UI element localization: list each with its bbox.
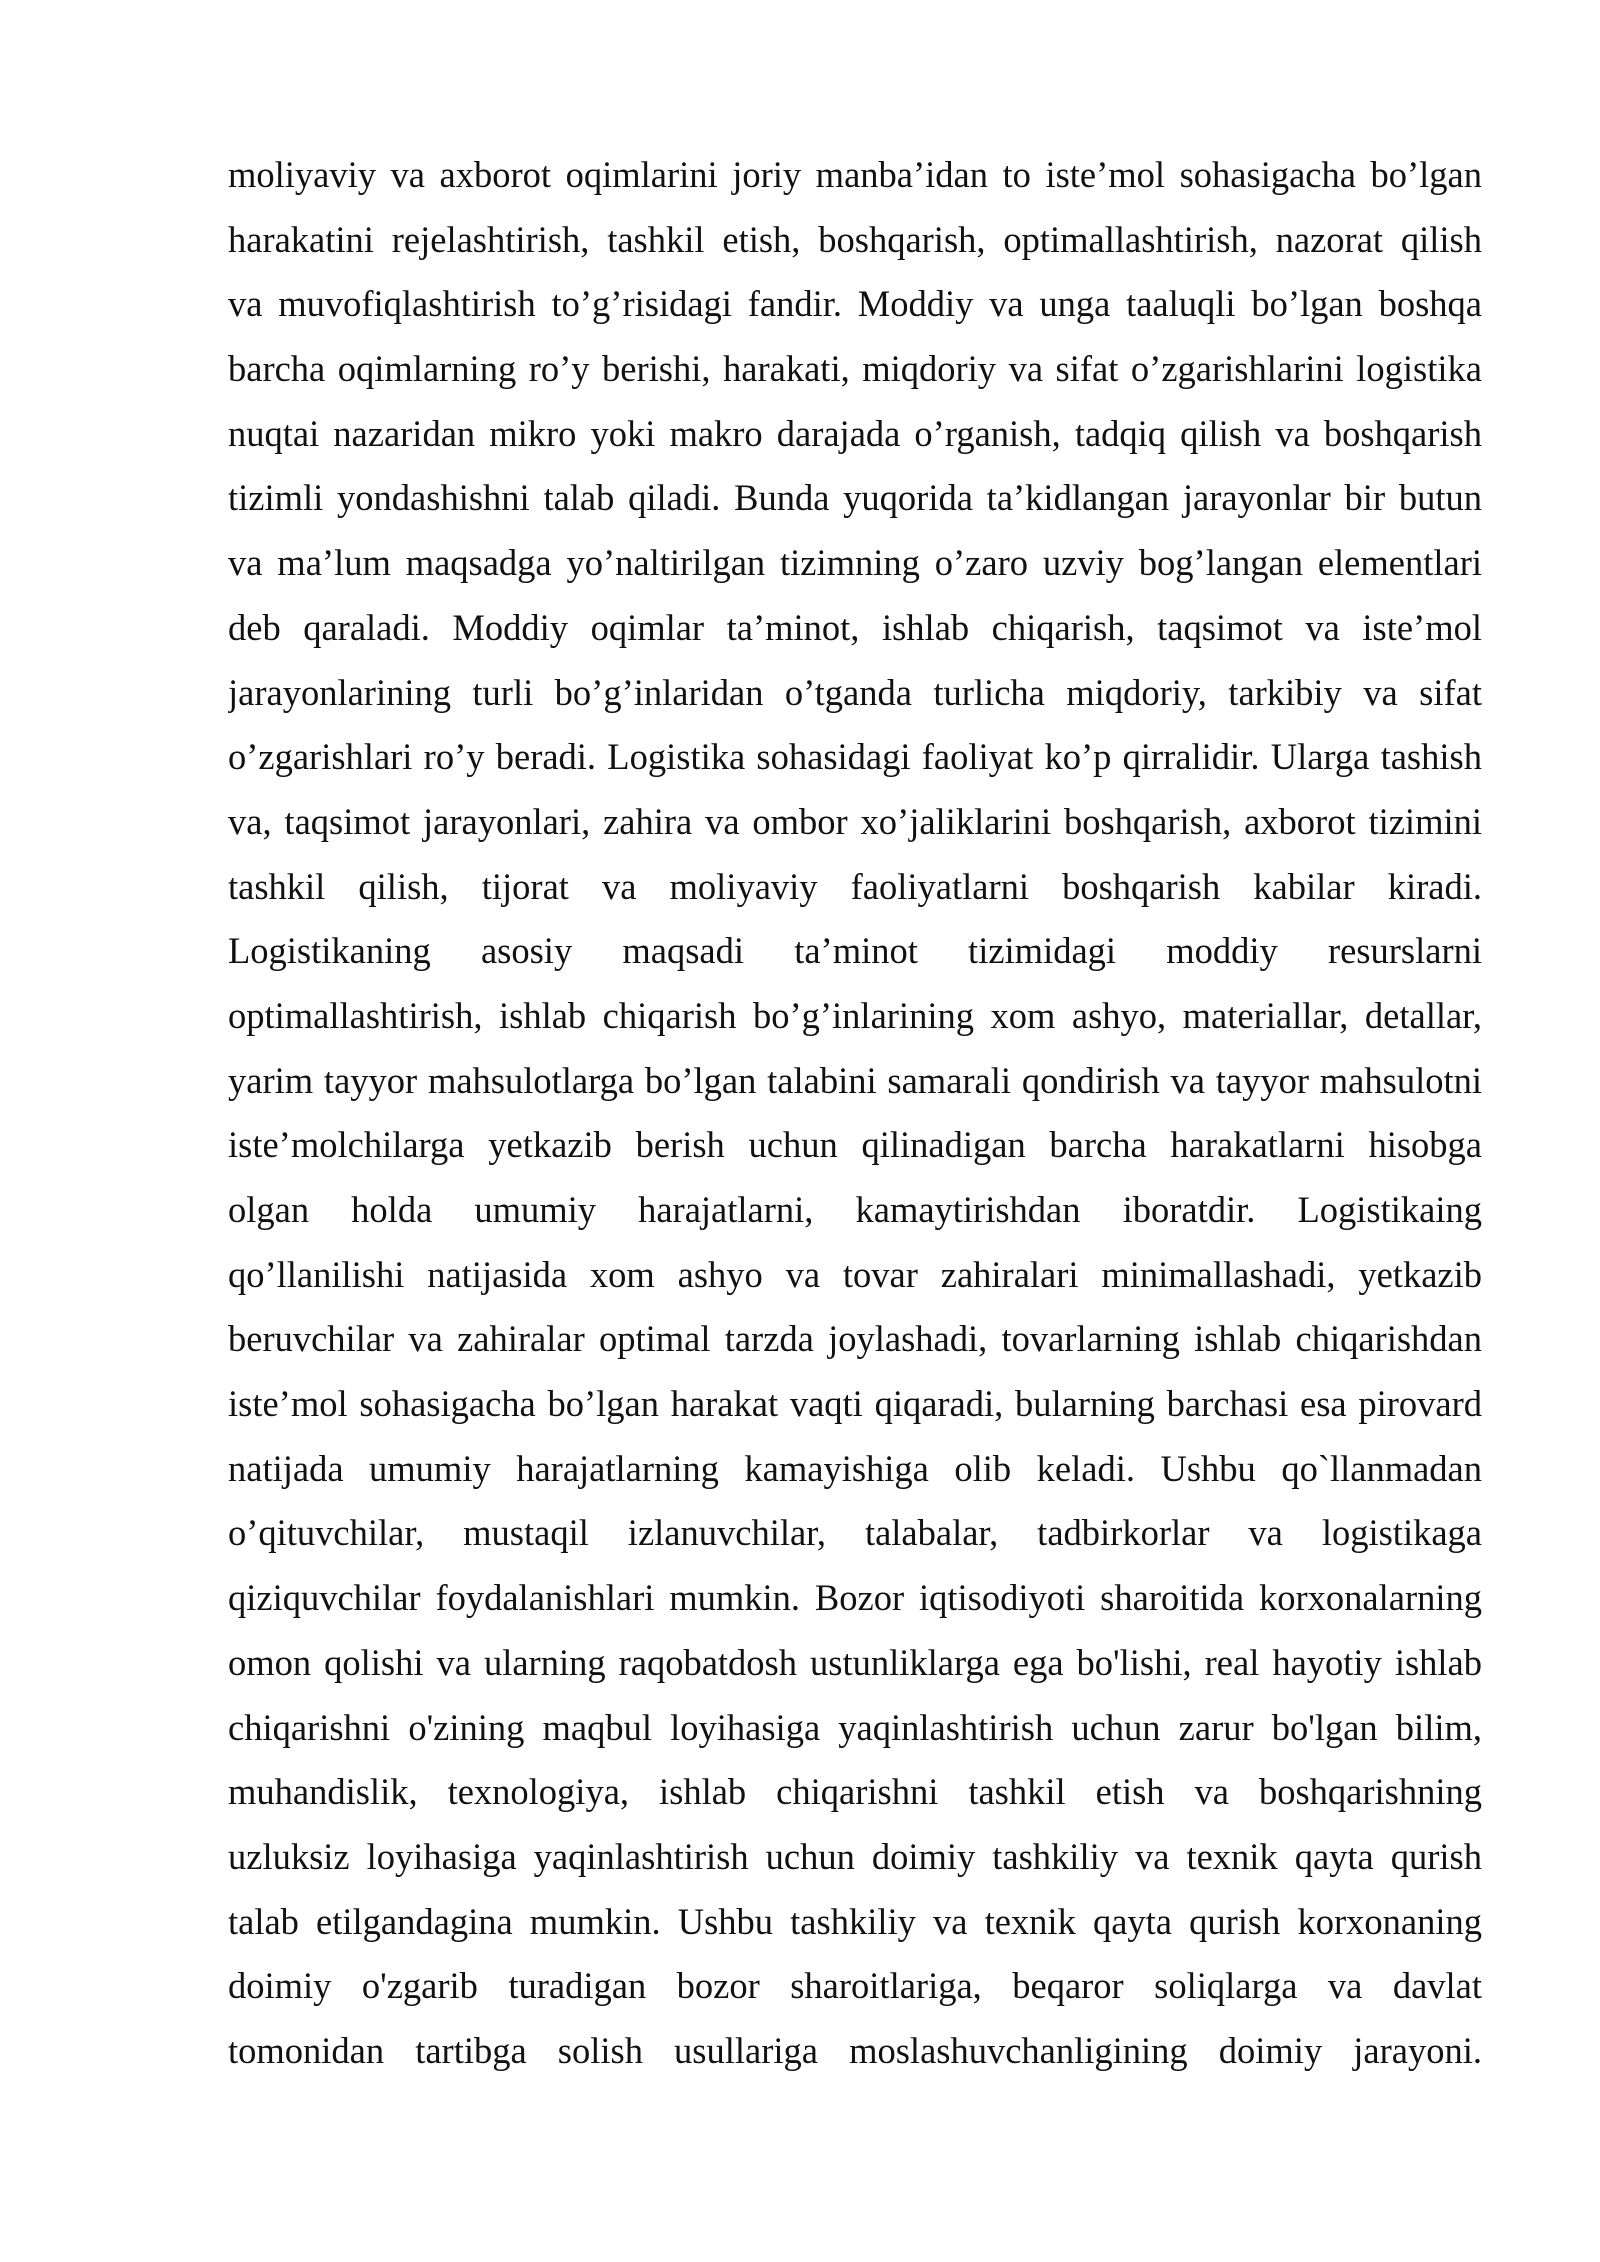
text-line: Logistikaning asosiy maqsadi ta’minot tizimidagi moddiy resurslarni bbox=[228, 930, 1482, 972]
text-line: deb qaraladi. Moddiy oqimlar ta’minot, ishlab chiqarish, taqsimot va iste’mol bbox=[228, 606, 1482, 648]
text-line: optimallashtirish, ishlab chiqarish bo’g’inlarining xom ashyo, materiallar, detallar, bbox=[228, 994, 1482, 1036]
text-line: va ma’lum maqsadga yo’naltirilgan tizimning o’zaro uzviy bog’langan elementlari bbox=[228, 542, 1482, 584]
text-line: talab etilgandagina mumkin. Ushbu tashkiliy va texnik qayta qurish korxonaning bbox=[228, 1900, 1482, 1942]
text-line: doimiy o'zgarib turadigan bozor sharoitlariga, beqaror soliqlarga va davlat bbox=[228, 1965, 1482, 2007]
text-line: tashkil qilish, tijorat va moliyaviy faoliyatlarni boshqarish kabilar kiradi. bbox=[228, 865, 1482, 907]
text-line: va muvofiqlashtirish to’g’risidagi fandir. Moddiy va unga taaluqli bo’lgan boshqa bbox=[228, 283, 1482, 325]
text-line: iste’mol sohasigacha bo’lgan harakat vaqti qiqaradi, bularning barchasi esa pirovard bbox=[228, 1383, 1482, 1425]
text-line: qo’llanilishi natijasida xom ashyo va tovar zahiralari minimallashadi, yetkazib bbox=[228, 1253, 1482, 1295]
text-line: o’qituvchilar, mustaqil izlanuvchilar, talabalar, tadbirkorlar va logistikaga bbox=[228, 1512, 1482, 1554]
text-line: iste’molchilarga yetkazib berish uchun qilinadigan barcha harakatlarni hisobga bbox=[228, 1124, 1482, 1166]
text-line: qiziquvchilar foydalanishlari mumkin. Bozor iqtisodiyoti sharoitida korxonalarning bbox=[228, 1577, 1482, 1619]
text-line: omon qolishi va ularning raqobatdosh ustunliklarga ega bo'lishi, real hayotiy ishlab bbox=[228, 1641, 1482, 1683]
text-line: uzluksiz loyihasiga yaqinlashtirish uchun doimiy tashkiliy va texnik qayta qurish bbox=[228, 1835, 1482, 1877]
text-line: harakatini rejelashtirish, tashkil etish, boshqarish, optimallashtirish, nazorat qilish bbox=[228, 218, 1482, 260]
text-line: tizimli yondashishni talab qiladi. Bunda yuqorida ta’kidlangan jarayonlar bir butun bbox=[228, 477, 1482, 519]
text-line: natijada umumiy harajatlarning kamayishiga olib keladi. Ushbu qo`llanmadan bbox=[228, 1447, 1482, 1489]
text-line: nuqtai nazaridan mikro yoki makro darajada o’rganish, tadqiq qilish va boshqarish bbox=[228, 412, 1482, 454]
text-line: muhandislik, texnologiya, ishlab chiqarishni tashkil etish va boshqarishning bbox=[228, 1771, 1482, 1813]
text-line: jarayonlarining turli bo’g’inlaridan o’tganda turlicha miqdoriy, tarkibiy va sifat bbox=[228, 671, 1482, 713]
text-line: o’zgarishlari ro’y beradi. Logistika sohasidagi faoliyat ko’p qirralidir. Ularga tashish bbox=[228, 736, 1482, 778]
text-line: beruvchilar va zahiralar optimal tarzda joylashadi, tovarlarning ishlab chiqarishdan bbox=[228, 1318, 1482, 1360]
text-line: chiqarishni o'zining maqbul loyihasiga yaqinlashtirish uchun zarur bo'lgan bilim, bbox=[228, 1706, 1482, 1748]
text-line: moliyaviy va axborot oqimlarini joriy manba’idan to iste’mol sohasigacha bo’lgan bbox=[228, 154, 1482, 195]
body-text bbox=[228, 143, 1482, 2084]
text-line: barcha oqimlarning ro’y berishi, harakati, miqdoriy va sifat o’zgarishlarini logistika bbox=[228, 348, 1482, 390]
text-line: yarim tayyor mahsulotlarga bo’lgan talabini samarali qondirish va tayyor mahsulotni bbox=[228, 1059, 1482, 1101]
text-line: olgan holda umumiy harajatlarni, kamaytirishdan iboratdir. Logistikaing bbox=[228, 1189, 1482, 1230]
text-line: tomonidan tartibga solish usullariga moslashuvchanligining doimiy jarayoni. bbox=[228, 2029, 1482, 2071]
text-line: va, taqsimot jarayonlari, zahira va ombor xo’jaliklarini boshqarish, axborot tizimini bbox=[228, 800, 1482, 842]
